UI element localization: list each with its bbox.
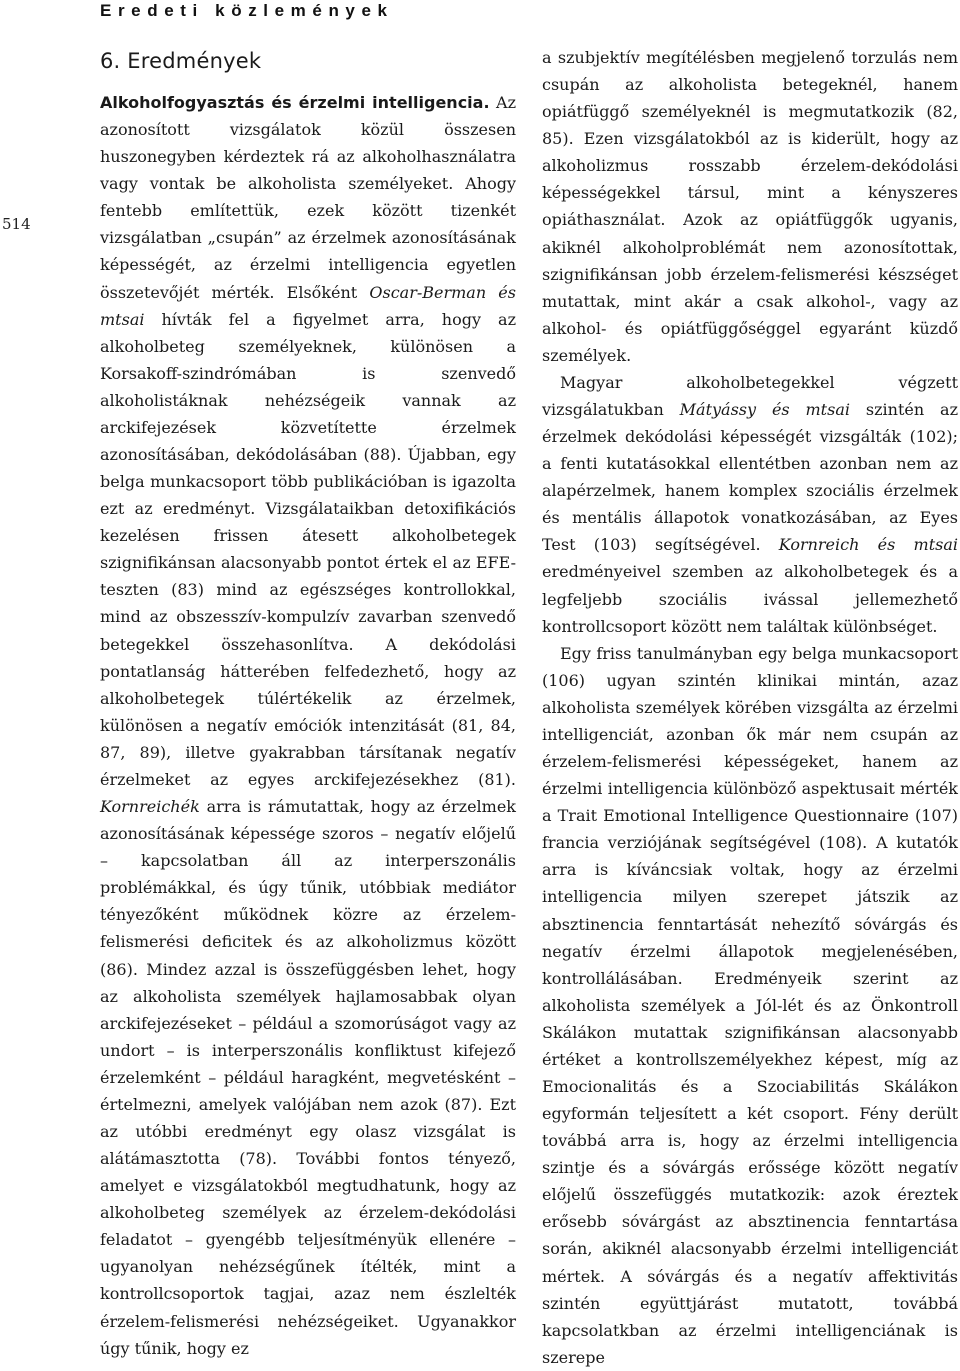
section-heading: 6. Eredmények xyxy=(100,49,262,73)
text-run: eredményeivel szemben az alkoholbetegek és a legfeljebb szociális ivással jellemezhető kontrollcsoport között nem találtak különbséget. xyxy=(542,562,958,636)
text-run: hívták fel a figyelmet arra, hogy az alkoholbeteg személyeknek, különösen a Korsakoff-szindrómában is szenvedő alkoholistáknak nehézségeik vannak az arckifejezések közvetítette érzelmek azonosításában, dekódolásában (88). Újabban, egy belga munkacsoport több publikációban is igazolta ezt az eredményt. Vizsgálataikban detoxifikációs kezelésen frissen átesett alkoholbetegek szignifikánsan alacsonyabb pontot értek el az EFE-teszten (83) mind az egészséges kontrollokkal, mind az obszesszív-kompulzív zavarban szenvedő betegekkel összehasonlítva. A dekódolási pontatlanság hátterében felfedezhető, hogy az alkoholbetegek túlértékelik az érzelmek, különösen a negatív emóciók intenzitását (81, 84, 87, 89), illetve gyakrabban társítanak negatív érzelmeket az egyes arckifejezésekhez (81). xyxy=(100,309,516,789)
citation-author: Kornreichék xyxy=(100,797,200,817)
text-run: arra is rámutattak, hogy az érzelmek azonosításának képessége szoros – negatív előjelű – kapcsolatban áll az interperszonális problémákkal, és úgy tűnik, utóbbiak mediátor tényezőként működnek közre az érzelem-felismerési deficitek és az alkoholizmus között (86). Mindez azzal is összefüggésben lehet, hogy az alkoholista személyek hajlamosabbak olyan arckifejezéseket – például a szomorúságot vagy az undort – is interperszonális konfliktust kifejező érzelemként – például haragként, megvetésként – értelmezni, amelyek valójában nem azok (87). Ezt az utóbbi eredményt egy olasz vizsgálat is alátámasztotta (78). További fontos tényező, amelyet e vizsgálatokból megtudhatunk, hogy az alkoholbeteg személyek az érzelem-dekódolási feladatot – gyengébb teljesítményük ellenére – ugyanolyan nehézségűnek ítélték, mint a kontrollcsoportok tagjai, azaz nem észlelték érzelem-felismerési nehézségeiket. Ugyanakkor úgy tűnik, hogy ez xyxy=(100,797,516,1358)
running-head: Eredeti közlemények xyxy=(100,1,394,20)
citation-author: Mátyássy és mtsai xyxy=(679,400,850,420)
left-column xyxy=(100,46,516,1362)
paragraph-alcohol-ei xyxy=(100,89,516,1362)
paragraph-belgian-study: Egy friss tanulmányban egy belga munkacsoport (106) ugyan szintén klinikai mintán, azaz alkoholista személyek körében vizsgálta az érzelmi intelligenciát, azonban ők már nem csupán az érzelem-felismerési képességeket, hanem az érzelmi intelligencia különböző aspektusait mérték a Trait Emotional Intelligence Questionnaire (107) francia verziójának segítségével (108). A kutatók arra is kíváncsiak voltak, hogy az érzelmi intelligencia milyen szerepet játszik az absztinencia fenntartását nehezítő sóvárgás és negatív érzelmi állapotok megjelenésében, kontrollálásában. Eredményeik szerint az alkoholista személyek a Jól-lét és az Önkontroll Skálákon mutattak szignifikánsan alacsonyabb értéket a kontrollszemélyekhez képest, míg az Emocionalitás és a Szociabilitás Skálákon egyformán teljesített a két csoport. Fény derült továbbá arra is, hogy az érzelmi intelligencia szintje és a sóvárgás erőssége között negatív előjelű összefüggés mutatkozik: azok éreztek erősebb sóvárgást az absztinencia fenntartása során, akiknél alacsonyabb érzelmi intelligenciát mértek. A sóvárgás és a negatív affektivitás szintén együttjárást mutatott, továbbá kapcsolatkban az érzelmi intelligenciának is szerepe xyxy=(542,643,958,1367)
citation-author: Kornreich és mtsai xyxy=(778,535,958,555)
citation-author: Oscar-Berman és mtsai xyxy=(100,282,516,329)
page-number: 514 xyxy=(2,215,31,233)
text-run: szintén az érzelmek dekódolási képességét vizsgálták (102); a fenti kutatásokkal ellentétben azonban nem az alapérzelmek, hanem komplex szociális érzelmek és mentális állapotok vonatkozásában, az Eyes Test (103) segítségével. xyxy=(542,400,959,555)
text-run: Magyar alkoholbetegekkel végzett vizsgálatukban xyxy=(542,372,958,420)
paragraph-hungarian-study xyxy=(542,369,958,640)
paragraph-lead: Alkoholfogyasztás és érzelmi intelligencia. xyxy=(100,93,490,112)
text-run: Az azonosított vizsgálatok közül összesen huszonegyben kérdeztek rá az alkoholhasználatra vagy vontak be alkoholista személyeket. Ahogy fentebb említettük, ezek között tizenkét vizsgálatban „csupán” az érzelmek azonosításának képességét, az érzelmi intelligencia egyetlen összetevőjét mérték. Elsőként xyxy=(100,93,517,302)
right-column xyxy=(542,44,958,1371)
paragraph-continuation: a szubjektív megítélésben megjelenő torzulás nem csupán az alkoholista betegeknél, hanem opiátfüggő személyeknél is megmutatkozik (82, 85). Ezen vizsgálatokból az is kiderült, hogy az alkoholizmus rosszabb érzelem-dekódolási képességekkel társul, mint a kényszeres opiáthasználat. Azok az opiátfüggők ugyanis, akiknél alkoholproblémát nem azonosítottak, szignifikánsan jobb érzelem-felismerési készséget mutattak, mint akár a csak alkohol-, vagy az alkohol- és opiátfüggőséggel egyaránt küzdő személyek. xyxy=(542,48,958,365)
